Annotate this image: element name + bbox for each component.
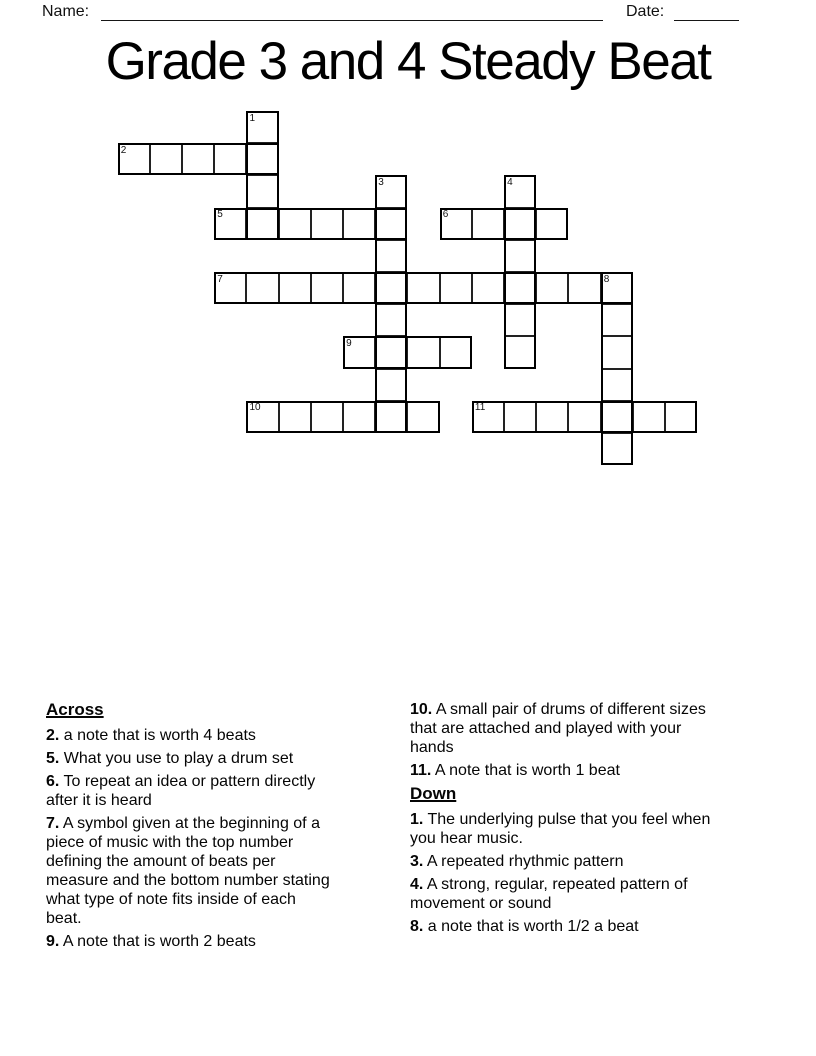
grid-cell[interactable] bbox=[118, 143, 150, 175]
clue-text: To repeat an idea or pattern directly after it is heard bbox=[46, 773, 316, 809]
grid-cell[interactable] bbox=[407, 336, 439, 368]
clue-num: 6. bbox=[46, 773, 60, 790]
grid-cell[interactable] bbox=[246, 272, 278, 304]
grid-cell[interactable] bbox=[311, 208, 343, 240]
clue-4 bbox=[410, 875, 716, 913]
grid-cell[interactable] bbox=[601, 304, 633, 336]
name-label: Name: bbox=[42, 3, 90, 20]
clue-num: 11. bbox=[410, 762, 432, 779]
grid-cell[interactable] bbox=[343, 336, 375, 368]
grid-cell[interactable] bbox=[279, 208, 311, 240]
grid-cell[interactable] bbox=[375, 336, 407, 368]
clue-num: 7. bbox=[46, 815, 60, 832]
grid-cell[interactable] bbox=[311, 401, 343, 433]
clue-num: 10. bbox=[410, 701, 433, 718]
grid-cell[interactable] bbox=[472, 208, 504, 240]
grid-cell[interactable] bbox=[407, 401, 439, 433]
clue-number: 3 bbox=[378, 176, 384, 188]
clue-text: A symbol given at the beginning of a piece of music with the top number defining the amount of beats per measure and the bottom number stating what type of note fits inside of each beat. bbox=[46, 815, 330, 927]
clue-text: A strong, regular, repeated pattern of movement or sound bbox=[410, 876, 688, 912]
grid-cell[interactable] bbox=[375, 175, 407, 207]
grid-cell[interactable] bbox=[279, 272, 311, 304]
clue-11 bbox=[410, 761, 716, 780]
grid-cell[interactable] bbox=[214, 143, 246, 175]
grid-cell[interactable] bbox=[504, 336, 536, 368]
grid-cell[interactable] bbox=[665, 401, 697, 433]
grid-cell[interactable] bbox=[246, 143, 278, 175]
clue-5 bbox=[46, 749, 334, 768]
clue-text: A note that is worth 2 beats bbox=[59, 933, 256, 950]
clue-number: 1 bbox=[249, 112, 256, 124]
grid-cell[interactable] bbox=[536, 272, 568, 304]
grid-cell[interactable] bbox=[504, 175, 536, 207]
grid-cell[interactable] bbox=[343, 401, 375, 433]
clue-number: 10 bbox=[249, 402, 261, 414]
grid-cell[interactable] bbox=[343, 208, 375, 240]
clue-text: A small pair of drums of different sizes that are attached and played with your hands bbox=[410, 701, 706, 756]
grid-cell[interactable] bbox=[375, 240, 407, 272]
grid-cell[interactable] bbox=[246, 111, 278, 143]
grid-cell[interactable] bbox=[375, 272, 407, 304]
clue-1 bbox=[410, 810, 716, 848]
clue-number: 9 bbox=[346, 337, 352, 349]
grid-cell[interactable] bbox=[504, 272, 536, 304]
clue-num: 8. bbox=[410, 918, 424, 935]
name-underline bbox=[101, 20, 603, 21]
grid-cell[interactable] bbox=[440, 336, 472, 368]
grid-cell[interactable] bbox=[375, 208, 407, 240]
clue-6 bbox=[46, 772, 334, 810]
grid-cell[interactable] bbox=[472, 401, 504, 433]
clue-number: 4 bbox=[507, 176, 513, 188]
clue-num: 5. bbox=[46, 750, 60, 767]
grid-cell[interactable] bbox=[601, 401, 633, 433]
grid-cell[interactable] bbox=[504, 401, 536, 433]
clues-column-right bbox=[410, 700, 716, 940]
clues-heading-down: Down bbox=[410, 784, 457, 803]
clue-number: 11 bbox=[474, 402, 486, 414]
grid-cell[interactable] bbox=[279, 401, 311, 433]
clue-10 bbox=[410, 700, 716, 757]
clue-text: a note that is worth 4 beats bbox=[59, 727, 256, 744]
grid-cell[interactable] bbox=[633, 401, 665, 433]
date-underline bbox=[674, 20, 739, 21]
grid-cell[interactable] bbox=[246, 208, 278, 240]
grid-cell[interactable] bbox=[150, 143, 182, 175]
clue-num: 9. bbox=[46, 933, 60, 950]
grid-cell[interactable] bbox=[601, 272, 633, 304]
grid-cell[interactable] bbox=[536, 208, 568, 240]
clue-number: 7 bbox=[217, 273, 223, 285]
grid-cell[interactable] bbox=[601, 336, 633, 368]
grid-cell[interactable] bbox=[568, 272, 600, 304]
clue-text: What you use to play a drum set bbox=[59, 750, 294, 767]
clue-text: The underlying pulse that you feel when you hear music. bbox=[410, 811, 711, 847]
grid-cell[interactable] bbox=[504, 304, 536, 336]
clue-number: 8 bbox=[603, 273, 610, 285]
clues-heading-across: Across bbox=[46, 700, 104, 719]
grid-cell[interactable] bbox=[568, 401, 600, 433]
clue-num: 2. bbox=[46, 727, 60, 744]
grid-cell[interactable] bbox=[472, 272, 504, 304]
date-label: Date: bbox=[626, 3, 665, 20]
grid-cell[interactable] bbox=[214, 272, 246, 304]
grid-cell[interactable] bbox=[440, 208, 472, 240]
clue-text: a note that is worth 1/2 a beat bbox=[423, 918, 639, 935]
grid-cell[interactable] bbox=[504, 208, 536, 240]
clue-9 bbox=[46, 932, 334, 951]
grid-cell[interactable] bbox=[246, 401, 278, 433]
clue-text: A repeated rhythmic pattern bbox=[423, 853, 624, 870]
clue-3 bbox=[410, 852, 716, 871]
grid-cell[interactable] bbox=[343, 272, 375, 304]
grid-cell[interactable] bbox=[182, 143, 214, 175]
clue-number: 6 bbox=[442, 209, 449, 221]
clue-text: A note that is worth 1 beat bbox=[431, 762, 620, 779]
clues-column-left bbox=[46, 700, 334, 955]
clue-7 bbox=[46, 814, 334, 928]
grid-cell[interactable] bbox=[601, 433, 633, 465]
grid-cell[interactable] bbox=[214, 208, 246, 240]
grid-cell[interactable] bbox=[601, 369, 633, 401]
grid-cell[interactable] bbox=[504, 240, 536, 272]
grid-cell[interactable] bbox=[375, 369, 407, 401]
clue-number: 2 bbox=[120, 144, 127, 156]
grid-cell[interactable] bbox=[440, 272, 472, 304]
clue-num: 4. bbox=[410, 876, 424, 893]
clue-num: 1. bbox=[410, 811, 424, 828]
clue-2 bbox=[46, 726, 334, 745]
grid-cell[interactable] bbox=[536, 401, 568, 433]
grid-cell[interactable] bbox=[311, 272, 343, 304]
worksheet-title: Grade 3 and 4 Steady Beat bbox=[105, 32, 711, 91]
clue-8 bbox=[410, 917, 716, 936]
grid-cell[interactable] bbox=[407, 272, 439, 304]
grid-cell[interactable] bbox=[375, 304, 407, 336]
grid-cell[interactable] bbox=[246, 175, 278, 207]
clue-num: 3. bbox=[410, 853, 424, 870]
clue-number: 5 bbox=[217, 209, 223, 221]
grid-cell[interactable] bbox=[375, 401, 407, 433]
